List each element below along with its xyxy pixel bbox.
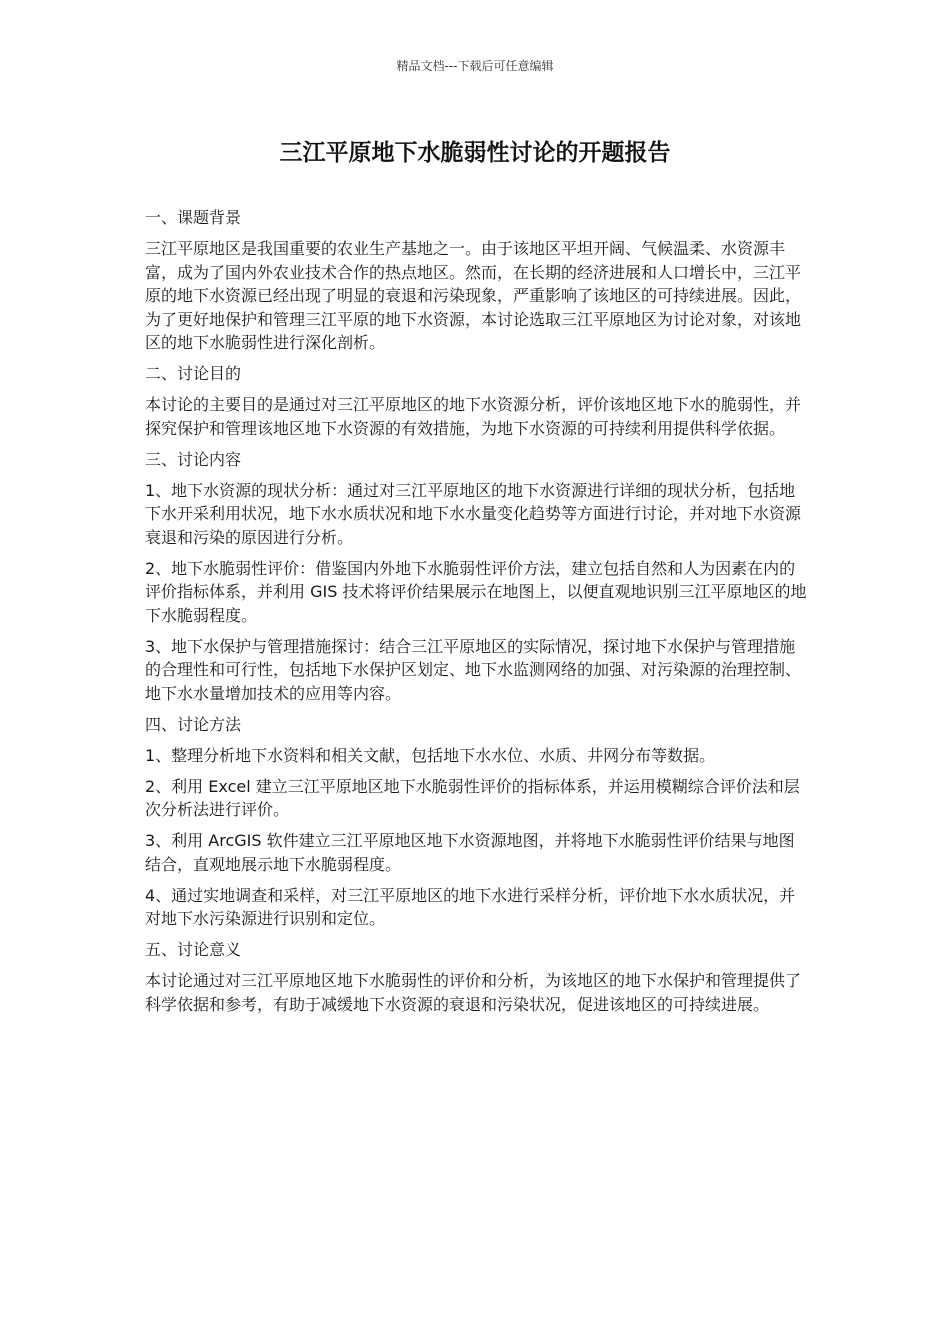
header-note: 精品文档---下载后可任意编辑 xyxy=(396,59,554,73)
method-item-1: 1、整理分析地下水资料和相关文献，包括地下水水位、水质、井网分布等数据。 xyxy=(145,745,716,765)
content-item-3: 3、地下水保护与管理措施探讨：结合三江平原地区的实际情况，探讨地下水保护与管理措施的合理性和可行性，包括地下水保护区划定、地下水监测网络的加强、对污染源的治理控制、地下水水量增加技术的应用等内容。 xyxy=(145,636,802,703)
section-heading-method: 四、讨论方法 xyxy=(145,714,242,734)
paragraph-significance: 本讨论通过对三江平原地区地下水脆弱性的评价和分析，为该地区的地下水保护和管理提供了科学依据和参考，有助于减缓地下水资源的衰退和污染状况，促进该地区的可持续进展。 xyxy=(145,971,802,1014)
paragraph-purpose: 本讨论的主要目的是通过对三江平原地区的地下水资源分析，评价该地区地下水的脆弱性，并探究保护和管理该地区地下水资源的有效措施，为地下水资源的可持续利用提供科学依据。 xyxy=(145,395,802,438)
section-heading-content: 三、讨论内容 xyxy=(145,449,242,469)
paragraph-background: 三江平原地区是我国重要的农业生产基地之一。由于该地区平坦开阔、气候温柔、水资源丰富，成为了国内外农业技术合作的热点地区。然而，在长期的经济进展和人口增长中，三江平原的地下水资源已经出现了明显的衰退和污染现象，严重影响了该地区的可持续进展。因此，为了更好地保护和管理三江平原的地下水资源，本讨论选取三江平原地区为讨论对象，对该地区的地下水脆弱性进行深化剖析。 xyxy=(145,239,802,352)
document-body xyxy=(145,206,810,1024)
content-item-2: 2、地下水脆弱性评价：借鉴国内外地下水脆弱性评价方法，建立包括自然和人为因素在内的评价指标体系，并利用 GIS 技术将评价结果展示在地图上，以便直观地识别三江平原地区的地下水脆弱程度。 xyxy=(145,558,807,625)
method-item-2: 2、利用 Excel 建立三江平原地区地下水脆弱性评价的指标体系，并运用模糊综合评价法和层次分析法进行评价。 xyxy=(145,776,800,819)
document-title: 三江平原地下水脆弱性讨论的开题报告 xyxy=(279,140,671,166)
method-item-3: 3、利用 ArcGIS 软件建立三江平原地区地下水资源地图，并将地下水脆弱性评价结果与地图结合，直观地展示地下水脆弱程度。 xyxy=(145,831,795,874)
section-heading-background: 一、课题背景 xyxy=(145,208,242,227)
method-item-4: 4、通过实地调查和采样，对三江平原地区的地下水进行采样分析，评价地下水水质状况，并对地下水污染源进行识别和定位。 xyxy=(145,885,796,928)
content-item-1: 1、地下水资源的现状分析：通过对三江平原地区的地下水资源进行详细的现状分析，包括地下水开采利用状况，地下水水质状况和地下水水量变化趋势等方面进行讨论，并对地下水资源衰退和污染的原因进行分析。 xyxy=(145,480,802,547)
section-heading-purpose: 二、讨论目的 xyxy=(145,364,242,383)
section-heading-significance: 五、讨论意义 xyxy=(145,940,242,959)
